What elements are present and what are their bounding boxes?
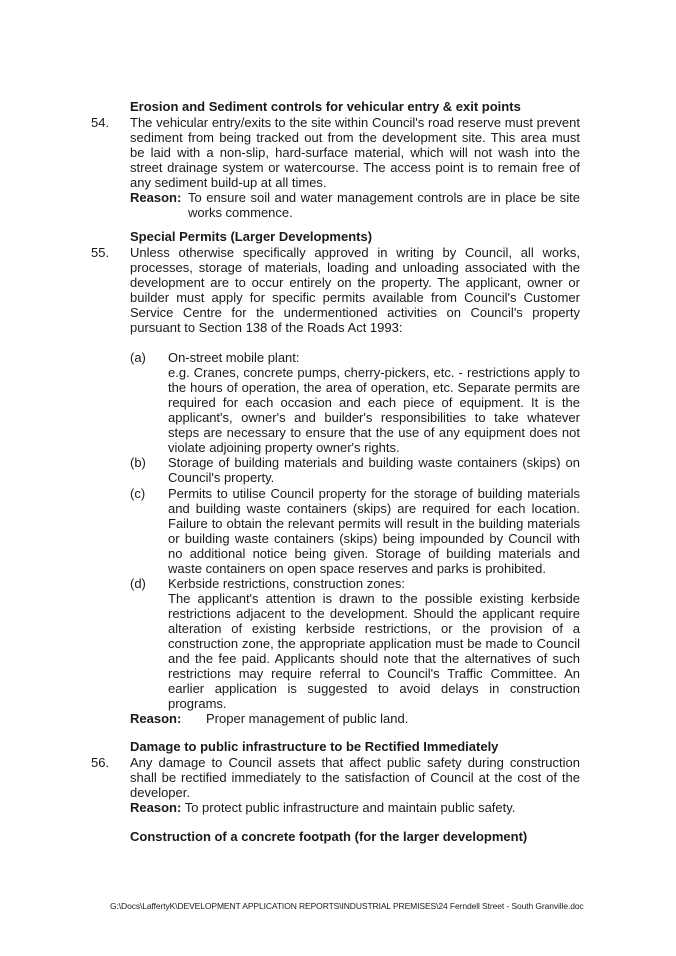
footpath-heading: Construction of a concrete footpath (for the larger development) xyxy=(130,829,528,844)
section-54-body xyxy=(130,115,580,190)
item-b-letter: (b) xyxy=(130,455,146,470)
item-c-line: waste containers on open space reserves and parks is prohibited. xyxy=(168,561,546,576)
item-d-letter: (d) xyxy=(130,576,146,591)
section-55-line: Service Centre for the undermentioned activities on Council's property xyxy=(130,305,580,320)
section-54-number: 54. xyxy=(91,115,110,130)
item-c-line: no additional notice being given. Storage of building materials and xyxy=(168,546,580,561)
section-54-line: The vehicular entry/exits to the site within Council's road reserve must prevent xyxy=(130,115,580,130)
section-54-reason-line: works commence. xyxy=(188,205,293,220)
section-56-heading: Damage to public infrastructure to be Rectified Immediately xyxy=(130,739,499,754)
item-d-text xyxy=(168,576,580,711)
section-55-line: builder must apply for specific permits available from Council's Customer xyxy=(130,290,580,305)
section-54-line: any sediment build-up at all times. xyxy=(130,175,327,190)
item-a-line: required for each occasion and each piece of equipment. It is the xyxy=(168,395,580,410)
item-d-line: alteration of existing kerbside restrictions, or the provision of a xyxy=(168,621,580,636)
item-c-letter: (c) xyxy=(130,486,146,501)
section-54-reason-label: Reason: xyxy=(130,190,182,205)
section-55-body xyxy=(130,245,580,335)
item-d-line: Kerbside restrictions, construction zones: xyxy=(168,576,405,591)
item-a-line: On-street mobile plant: xyxy=(168,350,300,365)
item-d-line: restrictions adjacent to the development. Should the applicant require xyxy=(168,606,580,621)
item-a-line: the hours of operation, the area of operation, etc. Separate permits are xyxy=(168,380,580,395)
item-b-line: Council's property. xyxy=(168,470,275,485)
section-55-number: 55. xyxy=(91,245,110,260)
section-55-reason: Proper management of public land. xyxy=(206,711,409,726)
item-d-line: earlier application is suggested to avoid delays in construction xyxy=(168,681,580,696)
item-b-line: Storage of building materials and building waste containers (skips) on xyxy=(168,455,580,470)
section-55-line: processes, storage of materials, loading and unloading associated with the xyxy=(130,260,580,275)
item-a-letter: (a) xyxy=(130,350,146,365)
section-54-line: be laid with a non-slip, hard-surface material, which will not wash into the xyxy=(130,145,580,160)
section-54-line: sediment from being tracked out from the development site. This area must xyxy=(130,130,580,145)
section-56-line: shall be rectified immediately to the satisfaction of Council at the cost of the xyxy=(130,770,580,785)
section-56-reason-label: Reason: xyxy=(130,800,182,815)
item-d-line: programs. xyxy=(168,696,227,711)
item-d-line: The applicant's attention is drawn to the possible existing kerbside xyxy=(168,591,580,606)
section-54-reason-line: To ensure soil and water management controls are in place be site xyxy=(188,190,580,205)
item-d-line: construction zone, the appropriate application must be made to Council xyxy=(168,636,580,651)
section-56-body xyxy=(130,755,580,800)
section-55-reason-label: Reason: xyxy=(130,711,182,726)
item-a-line: steps are necessary to ensure that the use of any equipment does not xyxy=(168,425,580,440)
section-56-reason-row xyxy=(130,800,515,815)
item-c-text xyxy=(168,486,580,576)
item-a-line: applicant's, owner's and builder's responsibilities to take whatever xyxy=(168,410,580,425)
section-56-line: Any damage to Council assets that affect public safety during construction xyxy=(130,755,580,770)
section-54-heading: Erosion and Sediment controls for vehicular entry & exit points xyxy=(130,99,521,114)
section-56-number: 56. xyxy=(91,755,110,770)
item-a-line: violate adjoining property owner's rights. xyxy=(168,440,400,455)
section-55-heading: Special Permits (Larger Developments) xyxy=(130,229,373,244)
item-c-line: or building waste containers (skips) being impounded by Council with xyxy=(168,531,580,546)
item-c-line: and building waste containers (skips) are required for each location. xyxy=(168,501,580,516)
item-c-line: Failure to obtain the relevant permits will result in the building materials xyxy=(168,516,580,531)
section-55-line: Unless otherwise specifically approved in writing by Council, all works, xyxy=(130,245,580,260)
document-footer-path: G:\Docs\LaffertyK\DEVELOPMENT APPLICATION REPORTS\INDUSTRIAL PREMISES\24 Ferndell Street - South Granville.doc xyxy=(110,901,584,911)
item-d-line: and the fee paid. Applicants should note that the alternatives of such xyxy=(168,651,580,666)
section-55-line: pursuant to Section 138 of the Roads Act 1993: xyxy=(130,320,403,335)
section-54-reason xyxy=(188,190,580,220)
section-56-reason: To protect public infrastructure and maintain public safety. xyxy=(184,800,516,815)
section-55-line: development are to occur entirely on the property. The applicant, owner or xyxy=(130,275,580,290)
section-56-line: developer. xyxy=(130,785,190,800)
item-b-text xyxy=(168,455,580,485)
section-54-line: street drainage system or watercourse. The access point is to remain free of xyxy=(130,160,580,175)
item-d-line: restrictions may require referral to Council's Traffic Committee. An xyxy=(168,666,580,681)
item-a-text xyxy=(168,350,580,455)
item-c-line: Permits to utilise Council property for the storage of building materials xyxy=(168,486,580,501)
item-a-line: e.g. Cranes, concrete pumps, cherry-pickers, etc. - restrictions apply to xyxy=(168,365,580,380)
